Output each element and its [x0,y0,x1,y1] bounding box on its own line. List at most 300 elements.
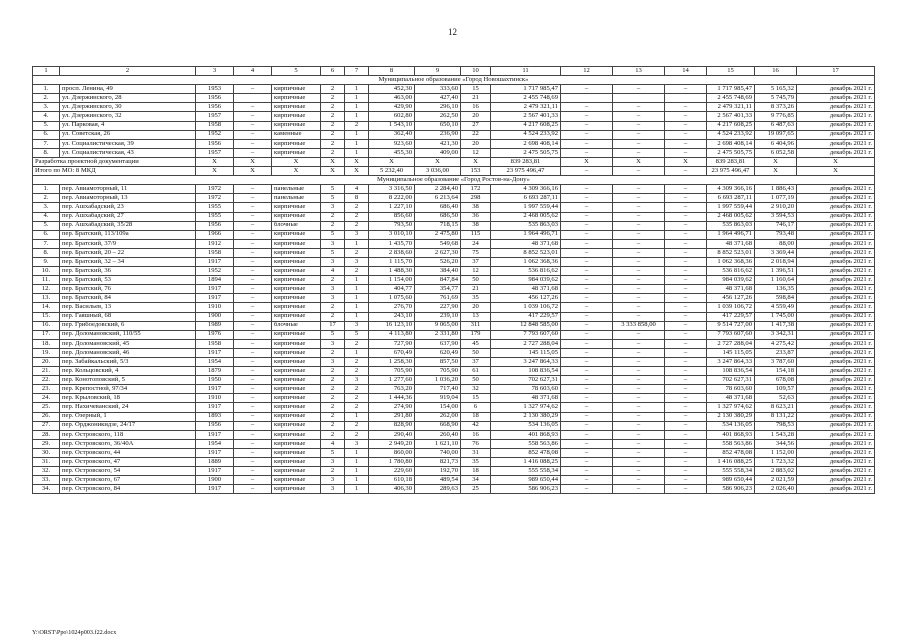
table-cell: – [665,376,707,385]
column-number-cell: 2 [60,67,196,76]
table-cell: 2 949,20 [369,439,415,448]
table-cell: – [561,303,613,312]
table-cell: кирпичные [272,267,321,276]
table-cell: 3 [321,257,345,266]
table-cell: 2 727 288,04 [491,339,561,348]
table-cell: 535 863,03 [707,221,755,230]
table-cell: 76 [461,439,491,448]
table-cell: 21. [33,367,60,376]
table-cell: 2 [321,85,345,94]
summary-label: Разработка проектной документации [33,157,196,166]
table-cell: пер. Островского, 54 [60,467,196,476]
table-cell: 2 883,02 [755,467,797,476]
table-cell: 3. [33,103,60,112]
table-cell: 2 [321,103,345,112]
table-row [33,267,875,276]
table-cell: 1 444,36 [369,394,415,403]
table-cell: 2 [321,121,345,130]
table-cell: 2 [321,467,345,476]
table-cell: 2 130 380,29 [707,412,755,421]
table-cell: – [665,467,707,476]
table-cell: 463,00 [369,94,415,103]
table-cell: 4 524 233,92 [707,130,755,139]
table-cell: 20 [461,303,491,312]
table-cell: 75 [461,248,491,257]
table-cell: 5 745,79 [755,94,797,103]
table-row [33,130,875,139]
table-cell: – [234,267,272,276]
table-cell: 311 [461,321,491,330]
table-cell: – [613,139,665,148]
table-cell: 38 [461,221,491,230]
table-cell: 4 275,42 [755,339,797,348]
table-cell: 3 010,10 [369,230,415,239]
table-cell: 9 776,85 [755,112,797,121]
table-cell: – [561,458,613,467]
table-body [33,67,875,494]
table-cell: 38 [461,203,491,212]
table-cell: 2 [345,403,369,412]
table-cell: – [561,312,613,321]
table-cell: – [234,248,272,257]
table-cell: 1972 [196,194,234,203]
table-cell: 50 [461,276,491,285]
table-cell: 2 [345,358,369,367]
table-cell: 37 [461,257,491,266]
table-cell: – [613,248,665,257]
table-row [33,339,875,348]
table-cell: 3 [321,458,345,467]
table-cell: 429,90 [369,103,415,112]
table-cell: 260,40 [415,430,461,439]
table-cell: 668,90 [415,421,461,430]
table-cell: 4 524 233,92 [491,130,561,139]
table-cell: 2 [321,394,345,403]
table-cell: кирпичные [272,276,321,285]
table-cell: 5 [321,230,345,239]
table-cell: – [665,139,707,148]
table-cell: 3 [321,358,345,367]
table-cell: 50 [461,376,491,385]
table-cell: 1 039 106,72 [707,303,755,312]
table-cell: 8 [345,194,369,203]
table-cell: декабрь 2021 г. [797,367,875,376]
table-cell: декабрь 2021 г. [797,330,875,339]
table-cell: – [613,276,665,285]
table-cell: декабрь 2021 г. [797,439,875,448]
summary-cell: X [461,157,491,166]
table-cell: 1 621,10 [415,439,461,448]
table-cell: 2 [321,403,345,412]
table-cell: декабрь 2021 г. [797,112,875,121]
table-cell: 1879 [196,367,234,376]
table-cell: 456 127,26 [707,294,755,303]
table-cell: 549,68 [415,239,461,248]
table-cell: 555 558,34 [707,467,755,476]
table-cell: – [665,312,707,321]
table-cell: – [561,267,613,276]
summary-cell: X [613,157,665,166]
summary-cell: – [561,167,613,176]
table-cell: 6 404,96 [755,139,797,148]
table-cell: 48 371,68 [491,239,561,248]
table-cell: 2 698 408,14 [491,139,561,148]
column-number-row [33,67,875,76]
table-cell: 4 [321,267,345,276]
table-cell: 1957 [196,148,234,157]
table-cell: – [613,85,665,94]
table-cell: 23. [33,385,60,394]
table-cell: пер. Гаяшный, 68 [60,312,196,321]
table-row [33,376,875,385]
table-cell: декабрь 2021 г. [797,476,875,485]
table-cell: 115 [461,230,491,239]
table-cell: декабрь 2021 г. [797,94,875,103]
table-cell: 1976 [196,330,234,339]
table-cell: 1 327 974,62 [707,403,755,412]
table-cell: 1 997 559,44 [491,203,561,212]
table-cell: – [665,294,707,303]
table-cell: кирпичные [272,230,321,239]
table-cell: 1 [345,412,369,421]
table-cell: 404,77 [369,285,415,294]
table-cell [561,94,613,103]
table-cell: – [561,103,613,112]
table-cell: 989 650,44 [707,476,755,485]
table-cell: 10. [33,267,60,276]
table-cell: – [561,412,613,421]
table-cell: – [234,121,272,130]
table-cell: – [234,412,272,421]
table-cell: 2 [321,367,345,376]
table-cell: 32. [33,467,60,476]
table-cell: 421,30 [415,139,461,148]
table-cell: – [665,330,707,339]
table-cell: 558 563,86 [707,439,755,448]
table-cell: 1 780,80 [369,458,415,467]
table-cell: – [561,476,613,485]
table-cell: – [665,221,707,230]
table-cell: – [234,285,272,294]
table-cell: 2 [345,203,369,212]
column-number-cell: 1 [33,67,60,76]
table-cell: 1 [345,85,369,94]
table-cell: 9 514 727,00 [707,321,755,330]
table-cell: 2 910,20 [755,203,797,212]
table-row [33,403,875,412]
table-cell: – [613,394,665,403]
table-cell: 2 331,80 [415,330,461,339]
table-cell: – [561,257,613,266]
table-cell: кирпичные [272,458,321,467]
table-cell: – [234,458,272,467]
table-cell: – [613,476,665,485]
table-cell: – [665,257,707,266]
table-cell: 1 [345,148,369,157]
table-cell: – [234,367,272,376]
table-cell: декабрь 2021 г. [797,139,875,148]
table-cell: 50 [461,348,491,357]
table-cell: пер. Островского, 67 [60,476,196,485]
table-cell: 33. [33,476,60,485]
table-cell: 2 468 005,62 [491,212,561,221]
table-cell: кирпичные [272,403,321,412]
table-cell: – [561,485,613,494]
table-cell: – [234,230,272,239]
table-cell: 702 627,31 [707,376,755,385]
table-cell: 1950 [196,376,234,385]
table-cell: 1958 [196,248,234,257]
table-cell: 2 [345,367,369,376]
table-cell: – [613,467,665,476]
table-row [33,276,875,285]
table-cell: 1 [345,112,369,121]
table-cell: 2 [345,394,369,403]
table-cell: 15 [461,394,491,403]
table-row [33,85,875,94]
table-cell: – [613,312,665,321]
table-cell: 705,90 [369,367,415,376]
table-cell: 705,90 [415,367,461,376]
table-cell: 2 [321,412,345,421]
table-cell: кирпичные [272,367,321,376]
table-cell: – [234,394,272,403]
table-cell: 536 816,62 [707,267,755,276]
table-cell: 1917 [196,294,234,303]
table-cell: – [561,248,613,257]
table-cell: 1917 [196,430,234,439]
table-cell: – [665,112,707,121]
table-cell: декабрь 2021 г. [797,212,875,221]
table-cell: 22 [461,130,491,139]
table-cell: кирпичные [272,376,321,385]
table-cell: 108 836,54 [491,367,561,376]
table-cell: 52,63 [755,394,797,403]
table-cell: – [613,458,665,467]
table-cell: 2 468 005,62 [707,212,755,221]
table-cell: – [665,239,707,248]
table-cell: 3 [345,257,369,266]
table-cell: 555 558,34 [491,467,561,476]
table-cell: 847,84 [415,276,461,285]
table-cell: – [665,321,707,330]
table-cell: 9 065,00 [415,321,461,330]
section-title-row [33,176,875,185]
table-cell: – [613,448,665,457]
table-cell: 1 435,70 [369,239,415,248]
table-cell: – [665,276,707,285]
table-cell: 8 222,00 [369,194,415,203]
table-cell: кирпичные [272,239,321,248]
table-cell: 401 868,93 [707,430,755,439]
table-cell: 2 [321,130,345,139]
table-cell: – [665,476,707,485]
table-cell: блочные [272,221,321,230]
table-cell: 16 123,10 [369,321,415,330]
table-cell: 2 [321,94,345,103]
table-cell: 5 [321,330,345,339]
table-cell: 3 333 858,00 [613,321,665,330]
table-cell: – [561,348,613,357]
table-cell: 3 [321,203,345,212]
table-cell: декабрь 2021 г. [797,348,875,357]
table-cell: 229,60 [369,467,415,476]
table-cell: – [613,358,665,367]
table-cell: 1917 [196,403,234,412]
table-cell: – [613,403,665,412]
summary-row [33,157,875,166]
table-cell: 14. [33,303,60,312]
table-cell: 145 115,05 [491,348,561,357]
table-cell: 1. [33,85,60,94]
table-cell: 8 852 523,01 [491,248,561,257]
table-cell: 1 717 985,47 [491,85,561,94]
table-cell: 6 052,58 [755,148,797,157]
table-cell: 20. [33,358,60,367]
table-cell: 2 475 505,75 [707,148,755,157]
table-cell: 2 284,40 [415,185,461,194]
table-cell: 1972 [196,185,234,194]
column-number-cell: 7 [345,67,369,76]
summary-cell: 839 283,81 [491,157,561,166]
table-cell: – [665,185,707,194]
table-row [33,312,875,321]
table-cell: 1917 [196,348,234,357]
summary-cell: X [272,167,321,176]
table-cell: 8 623,21 [755,403,797,412]
table-row [33,94,875,103]
table-cell: 489,54 [415,476,461,485]
table-cell: декабрь 2021 г. [797,230,875,239]
table-cell: – [665,485,707,494]
table-cell: 1 886,43 [755,185,797,194]
table-row [33,412,875,421]
table-cell: декабрь 2021 г. [797,130,875,139]
table-cell: 37 [461,358,491,367]
table-cell: 1 [345,130,369,139]
column-number-cell: 10 [461,67,491,76]
table-cell: 24 [461,239,491,248]
table-cell: 1 [345,448,369,457]
table-cell: 1 [345,458,369,467]
table-row [33,394,875,403]
table-cell: 1956 [196,139,234,148]
table-cell: 526,20 [415,257,461,266]
table-cell: – [613,112,665,121]
table-cell: – [561,85,613,94]
summary-cell: X [196,157,234,166]
table-cell: 1 [345,103,369,112]
summary-cell: X [797,157,875,166]
table-cell: 20 [461,139,491,148]
table-cell: – [613,239,665,248]
table-cell: – [613,221,665,230]
table-cell: 456 127,26 [491,294,561,303]
table-row [33,212,875,221]
table-cell: – [234,448,272,457]
table-cell: 1 [345,303,369,312]
table-cell: 2. [33,94,60,103]
table-cell: 5 [345,330,369,339]
table-cell: 2 [321,430,345,439]
table-cell: 2 [321,212,345,221]
table-cell: 179 [461,330,491,339]
table-cell: 192,70 [415,467,461,476]
table-cell: – [561,339,613,348]
table-cell: декабрь 2021 г. [797,312,875,321]
table-cell: – [561,403,613,412]
table-cell: 61 [461,367,491,376]
table-cell: 1 075,60 [369,294,415,303]
table-row [33,330,875,339]
table-cell: 1910 [196,394,234,403]
table-cell: 1 [345,139,369,148]
table-cell: – [665,394,707,403]
table-cell: 9. [33,257,60,266]
table-cell: панельные [272,194,321,203]
table-cell: кирпичные [272,248,321,257]
table-cell: кирпичные [272,467,321,476]
table-cell: пер. Орджоникидзе, 24/17 [60,421,196,430]
table-cell: пер. Забайкальский, 5/3 [60,358,196,367]
table-cell: 2 [345,121,369,130]
table-cell: – [234,467,272,476]
table-cell: 233,87 [755,348,797,357]
table-cell: – [561,294,613,303]
table-cell: кирпичные [272,412,321,421]
table-cell: 7 793 607,60 [707,330,755,339]
table-cell: 2 [321,303,345,312]
table-cell: 24. [33,394,60,403]
table-cell: – [561,367,613,376]
table-cell: 1956 [196,103,234,112]
table-cell: кирпичные [272,358,321,367]
table-cell: 1958 [196,339,234,348]
table-cell: 12 [461,148,491,157]
table-cell: – [561,185,613,194]
table-cell: 1 [345,276,369,285]
table-cell: – [665,230,707,239]
table-cell: 15 [461,85,491,94]
table-cell: 4 217 608,25 [707,121,755,130]
table-row [33,385,875,394]
table-cell: 2 727 288,04 [707,339,755,348]
table-cell: ул. Советская, 26 [60,130,196,139]
table-cell: – [665,403,707,412]
table-row [33,112,875,121]
table-cell: 1 543,10 [369,121,415,130]
table-cell: 1956 [196,94,234,103]
table-cell: 1952 [196,267,234,276]
table-cell: – [234,212,272,221]
table-cell: просп. Ленина, 49 [60,85,196,94]
table-cell: 452,30 [369,85,415,94]
table-cell: 48 371,68 [707,394,755,403]
table-cell: 6. [33,130,60,139]
table-cell: 4 559,49 [755,303,797,312]
table-cell: 535 863,03 [491,221,561,230]
table-cell: 8. [33,248,60,257]
table-row [33,194,875,203]
table-cell: 22. [33,376,60,385]
table-cell: – [234,239,272,248]
table-cell: – [613,412,665,421]
table-cell: 2 [345,267,369,276]
table-cell: 1 997 559,44 [707,203,755,212]
table-cell: декабрь 2021 г. [797,239,875,248]
table-cell: 1953 [196,85,234,94]
table-cell: 2 [321,385,345,394]
